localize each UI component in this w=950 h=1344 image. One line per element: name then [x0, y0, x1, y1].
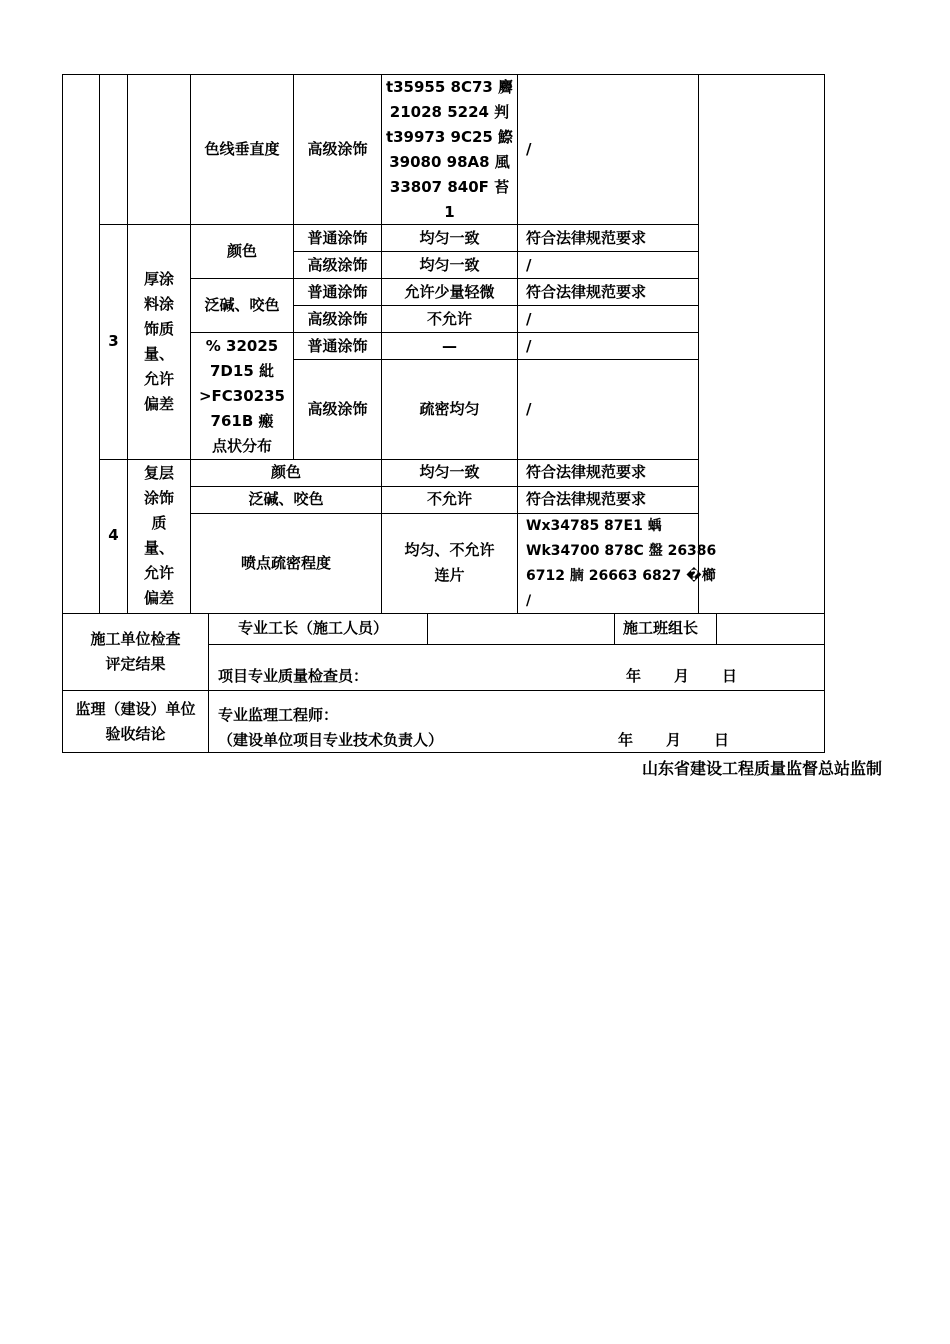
sec3-color-result-1: 符合法律规范要求 — [526, 229, 647, 247]
section-4-number: 4 — [108, 526, 119, 544]
sec3-efflor-req-2: 不允许 — [426, 310, 472, 328]
supervision-month: 月 — [666, 731, 682, 749]
sec3-efflorescence-label: 泛碱、咬色 — [204, 296, 280, 314]
sec3-dots-result-1: / — [526, 337, 532, 355]
construction-year: 年 — [626, 667, 642, 685]
sec4-spray-label: 喷点疏密程度 — [240, 554, 331, 572]
color-line-requirement: t35955 8C73 麡 21028 5224 判 t39973 9C25 鰶 39080 98A8 風 33807 840F 苔 1 — [385, 78, 514, 221]
color-line-result: / — [526, 140, 532, 158]
quality-inspector-label: 项目专业质量检查员： — [218, 667, 369, 685]
sec4-color-label: 颜色 — [270, 463, 301, 481]
sec3-efflor-result-2: / — [526, 310, 532, 328]
sec4-efflor-req: 不允许 — [426, 490, 472, 508]
supervising-engineer-label: 专业监理工程师： — [218, 706, 339, 724]
sec3-efflor-grade-2: 高级涂饰 — [307, 310, 368, 328]
section-3-number: 3 — [108, 332, 119, 350]
sec3-color-grade-1: 普通涂饰 — [307, 229, 368, 247]
issuer-footer: 山东省建设工程质量监督总站监制 — [641, 759, 882, 778]
sec3-efflor-grade-1: 普通涂饰 — [307, 283, 368, 301]
sec3-color-result-2: / — [526, 256, 532, 274]
construction-check-label: 施工单位检查 评定结果 — [90, 630, 181, 673]
sec4-efflor-result: 符合法律规范要求 — [526, 490, 647, 508]
sec3-dots-grade-1: 普通涂饰 — [307, 337, 368, 355]
sec3-color-req-1: 均匀一致 — [419, 229, 480, 247]
construction-month: 月 — [674, 667, 690, 685]
section-3-title: 厚涂 料涂 饰质 量、 允许 偏差 — [143, 270, 174, 413]
supervision-day: 日 — [714, 731, 730, 749]
sec3-dots-grade-2: 高级涂饰 — [307, 400, 368, 418]
section-4-title: 复层 涂饰 质 量、 允许 偏差 — [143, 464, 174, 607]
sec4-efflorescence-label: 泛碱、咬色 — [248, 490, 324, 508]
sec3-color-grade-2: 高级涂饰 — [307, 256, 368, 274]
sec3-color-req-2: 均匀一致 — [419, 256, 480, 274]
color-line-grade: 高级涂饰 — [307, 140, 368, 158]
sec4-spray-requirement: 均匀、不允许 连片 — [404, 541, 495, 584]
sec3-dots-result-2: / — [526, 400, 532, 418]
sec3-dots-req-2: 疏密均匀 — [419, 400, 480, 418]
sec4-color-req: 均匀一致 — [419, 463, 480, 481]
owner-representative-label: （建设单位项目专业技术负责人） — [218, 731, 444, 749]
team-leader-label: 施工班组长 — [623, 619, 699, 637]
supervision-year: 年 — [618, 731, 634, 749]
color-line-item: 色线垂直度 — [204, 140, 280, 158]
sec3-efflor-req-1: 允许少量轻微 — [404, 283, 495, 301]
foreman-label: 专业工长（施工人员） — [238, 619, 389, 637]
supervision-label: 监理（建设）单位 验收结论 — [75, 700, 196, 743]
sec4-spray-result: Wx34785 87E1 蝺 Wk34700 878C 盤 26386 6712 腩 26663 6827 �櫛 / — [526, 518, 717, 609]
sec3-efflor-result-1: 符合法律规范要求 — [526, 283, 647, 301]
sec3-color-label: 颜色 — [226, 242, 257, 260]
construction-day: 日 — [722, 667, 738, 685]
sec3-dots-label: % 32025 7D15 紕 >FC30235 761B 瘢 点状分布 — [198, 337, 285, 455]
sec3-dots-req-1: — — [442, 337, 457, 355]
sec4-color-result: 符合法律规范要求 — [526, 463, 647, 481]
